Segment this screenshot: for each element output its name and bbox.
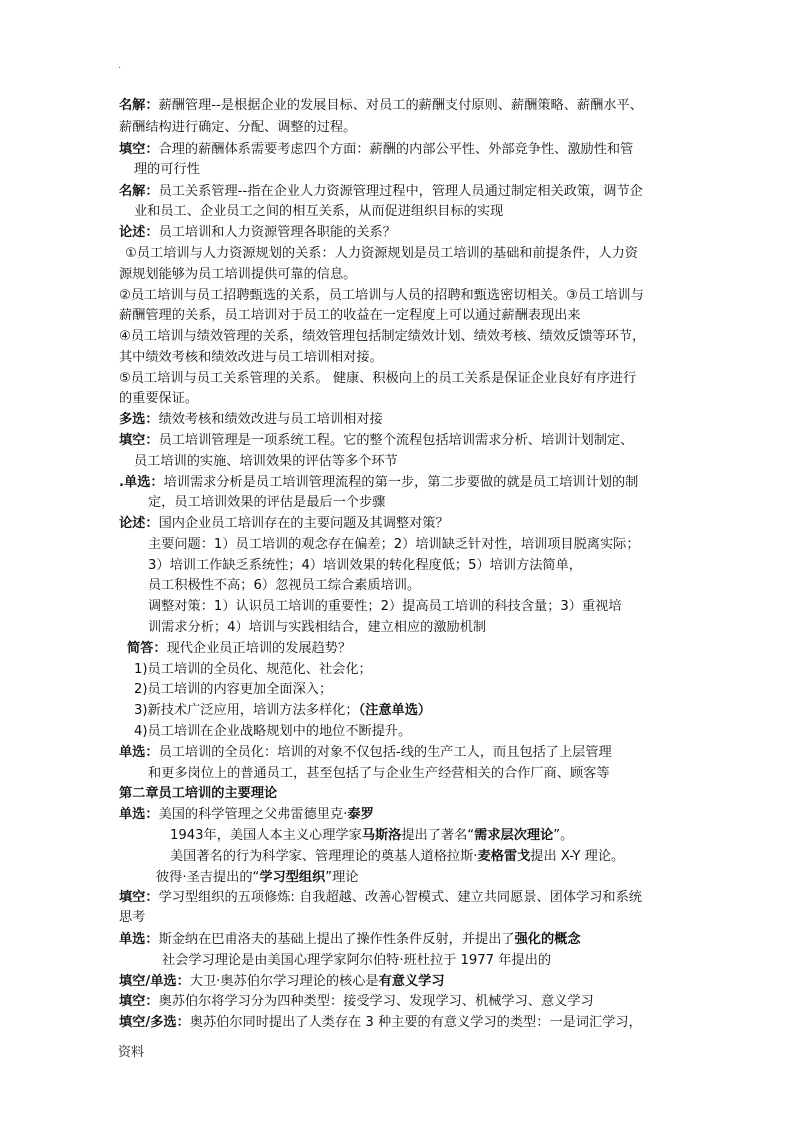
text-run: 薪酬管理--是根据企业的发展目标、对员工的薪酬支付原则、薪酬策略、薪酬水平、 (158, 98, 643, 113)
bold-text: 第二章员工培训的主要理论 (119, 786, 278, 801)
text-line (119, 992, 594, 1012)
text-run: 合理的薪酬体系需要考虑四个方面：薪酬的内部公平性、外部竞争性、激励性和管 (158, 142, 634, 157)
bold-text: 名解： (119, 98, 159, 113)
text-line (119, 930, 581, 950)
text-line (119, 327, 645, 347)
text-line (119, 286, 644, 306)
bold-text: 麦格雷戈 (477, 849, 531, 864)
bold-text: 单选： (119, 932, 159, 947)
text-run: 美国的科学管理之父弗雷德里克· (158, 807, 348, 822)
text-run: 其中绩效考核和绩效改进与员工培训相对接。 (119, 350, 383, 365)
text-run: 社会学习理论是由美国心理学家阿尔伯特·班杜拉于 1977 年提出的 (162, 953, 552, 968)
bold-text: 单选： (119, 745, 159, 760)
text-line (119, 410, 383, 430)
text-line (119, 514, 449, 534)
text-line (134, 722, 411, 742)
bold-text: 填空： (119, 890, 159, 905)
text-run: ②员工培训与员工招聘甄选的关系，员工培训与人员的招聘和甄选密切相关。③员工培训与 (119, 288, 644, 303)
text-run: 2)员工培训的内容更加全面深入； (134, 682, 333, 697)
bold-text: 填空： (119, 433, 159, 448)
text-line (148, 576, 420, 596)
text-run: 1943年，美国人本主义心理学家 (170, 828, 362, 843)
bold-text: 马斯洛 (361, 828, 402, 843)
text-run: 员工培训的全员化：培训的对象不仅包括-线的生产工人，而且包括了上层管理 (158, 745, 612, 760)
text-line (119, 389, 198, 409)
text-line (119, 784, 277, 804)
text-run: ①员工培训与人力资源规划的关系：人力资源规划是员工培训的基础和前提条件，人力资 (125, 246, 638, 261)
text-line (170, 847, 624, 867)
text-run: 1)员工培训的全员化、规范化、社会化； (134, 662, 372, 677)
text-run: 员工培训的实施、培训效果的评估等多个环节 (134, 454, 398, 469)
text-run: 员工积极性不高；6）忽视员工综合素质培训。 (148, 578, 421, 593)
text-line (119, 972, 445, 992)
text-line (134, 160, 200, 180)
text-line (119, 369, 636, 389)
text-run: 大卫·奥苏伯尔学习理论的核心是 (189, 974, 379, 989)
text-line (148, 597, 622, 617)
text-line (119, 182, 643, 202)
bold-text: （注意单选） (358, 703, 432, 718)
text-line (119, 888, 642, 908)
text-run: 斯金纳在巴甫洛夫的基础上提出了操作性条件反射，并提出了 (158, 932, 515, 947)
text-run: 业和员工、企业员工之间的相互关系，从而促进组织目标的实现 (134, 204, 504, 219)
bold-text: 名解： (119, 184, 159, 199)
text-run: 的重要保证。 (119, 391, 199, 406)
text-run: 理的可行性 (134, 162, 200, 177)
text-run: 调整对策：1）认识员工培训的重要性；2）提高员工培训的科技含量；3）重视培 (148, 599, 622, 614)
text-line (119, 473, 638, 493)
text-run: 绩效考核和绩效改进与员工培训相对接 (158, 412, 383, 427)
bold-text: 学习型组织 (259, 870, 326, 885)
text-line (119, 908, 145, 928)
text-line (148, 535, 640, 555)
text-line (119, 96, 643, 116)
text-run: 提出 X-Y 理论。 (530, 849, 625, 864)
text-run: ④员工培训与绩效管理的关系，绩效管理包括制定绩效计划、绩效考核、绩效反馈等环节， (119, 329, 646, 344)
bold-text: 有意义学习 (378, 974, 445, 989)
text-run: 学习型组织的五项修炼: 自我超越、改善心智模式、建立共同愿景、团体学习和系统 (158, 890, 642, 905)
text-run: 和更多岗位上的普通员工，甚至包括了与企业生产经营相关的合作厂商、顾客等 (148, 766, 610, 781)
text-line (134, 701, 431, 721)
text-line (127, 639, 351, 659)
bold-text: 填空/单选： (119, 974, 190, 989)
bold-text: 填空/多选： (119, 1015, 190, 1030)
text-line (119, 223, 396, 243)
text-line (148, 493, 385, 513)
text-run: 薪酬结构进行确定、分配、调整的过程。 (119, 120, 357, 135)
text-run: 美国著名的行为科学家、管理理论的奠基人道格拉斯· (170, 849, 478, 864)
text-line (119, 118, 356, 138)
text-line (119, 140, 633, 160)
text-line (119, 805, 374, 825)
text-run: 提出了著名“ (401, 828, 475, 843)
bold-text: 简答： (127, 641, 167, 656)
bold-text: 论述： (119, 225, 159, 240)
text-run: 3）培训工作缺乏系统性；4）培训效果的转化程度低；5）培训方法简单， (148, 558, 582, 573)
text-run: 员工培训和人力资源管理各职能的关系？ (158, 225, 396, 240)
text-line (148, 764, 610, 784)
text-line (119, 743, 612, 763)
bold-text: 泰罗 (347, 807, 374, 822)
top-mark: . (118, 60, 122, 71)
text-line (125, 244, 638, 264)
text-line (148, 618, 486, 638)
bold-text: .单选： (119, 475, 164, 490)
text-run: 3)新技术广泛应用，培训方法多样化； (134, 703, 359, 718)
text-run: 员工培训管理是一项系统工程。它的整个流程包括培训需求分析、培训计划制定、 (158, 433, 634, 448)
text-run: 训需求分析；4）培训与实践相结合，建立相应的激励机制 (148, 620, 487, 635)
text-run: 定，员工培训效果的评估是最后一个步骤 (148, 495, 386, 510)
text-line (134, 680, 332, 700)
bold-text: 填空： (119, 142, 159, 157)
text-run: 培训需求分析是员工培训管理流程的第一步，第二步要做的就是员工培训计划的制 (163, 475, 639, 490)
text-run: 思考 (119, 910, 146, 925)
bold-text: 单选： (119, 807, 159, 822)
text-line (119, 306, 581, 326)
text-run: 奥苏伯尔同时提出了人类存在 3 种主要的有意义学习的类型：一是词汇学习， (189, 1015, 642, 1030)
text-run: 奥苏伯尔将学习分为四种类型：接受学习、发现学习、机械学习、意义学习 (158, 994, 594, 1009)
page-footer: 资料 (118, 1045, 145, 1060)
text-run: 国内企业员工培训存在的主要问题及其调整对策？ (158, 516, 449, 531)
text-run: 主要问题：1）员工培训的观念存在偏差；2）培训缺乏针对性，培训项目脱离实际； (148, 537, 640, 552)
text-line (119, 265, 356, 285)
bold-text: 需求层次理论 (474, 828, 554, 843)
text-line (119, 348, 383, 368)
text-run: ”。 (553, 828, 574, 843)
text-line (119, 431, 633, 451)
text-run: 薪酬管理的关系，员工培训对于员工的收益在一定程度上可以通过薪酬表现出来 (119, 308, 581, 323)
text-line (134, 452, 398, 472)
text-run: ⑤员工培训与员工关系管理的关系。 健康、积极向上的员工关系是保证企业良好有序进行 (119, 371, 637, 386)
text-line (134, 660, 372, 680)
bold-text: 多选： (119, 412, 159, 427)
text-run: 4)员工培训在企业战略规划中的地位不断提升。 (134, 724, 412, 739)
text-run: 源规划能够为员工培训提供可靠的信息。 (119, 267, 357, 282)
text-line (162, 951, 551, 971)
text-line (170, 826, 573, 846)
text-line (119, 1013, 642, 1033)
text-run: 彼得·圣吉提出的“ (156, 870, 260, 885)
text-line (148, 556, 582, 576)
bold-text: 强化的概念 (514, 932, 581, 947)
text-line (156, 868, 359, 888)
text-run: 员工关系管理--指在企业人力资源管理过程中，管理人员通过制定相关政策，调节企 (158, 184, 643, 199)
bold-text: 论述： (119, 516, 159, 531)
text-line (134, 202, 503, 222)
text-run: 现代企业员正培训的发展趋势？ (166, 641, 352, 656)
bold-text: 填空： (119, 994, 159, 1009)
text-run: ”理论 (325, 870, 359, 885)
